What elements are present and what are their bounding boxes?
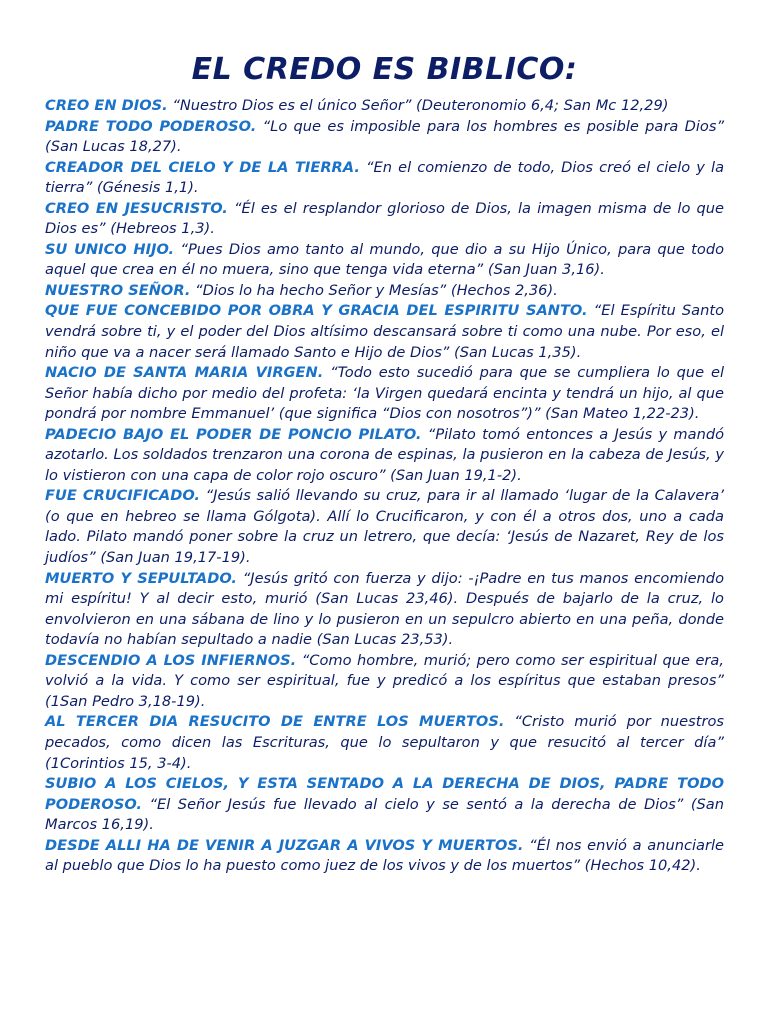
entry-quote: “Jesús gritó con fuerza y dijo: -¡Padre en tus manos encomiendo mi espíritu! Y al decir esto, murió (San Lucas 23,46). Después de bajarlo de la cruz, lo envolvieron en una sábana de lino y lo pusieron en un sepulcro abierto en una peña, donde todavía no habían sepultado a nadie (San Lucas 23,53). [45, 569, 725, 649]
entry-quote: “Lo que es imposible para los hombres es posible para Dios” (San Lucas 18,27). [45, 117, 724, 156]
creed-entry-creo-en-dios [45, 96, 724, 117]
creed-entry-creador [45, 158, 724, 199]
page-title: EL CREDO ES BIBLICO: [191, 52, 578, 87]
creed-entry-crucificado [45, 486, 724, 568]
entry-heading: CREADOR DEL CIELO Y DE LA TIERRA. [45, 158, 360, 176]
creed-entry-concebido [45, 301, 724, 363]
entry-heading: AL TERCER DIA RESUCITO DE ENTRE LOS MUERTOS. [45, 713, 505, 731]
entry-heading: MUERTO Y SEPULTADO. [45, 569, 237, 587]
entry-quote: “Él es el resplandor glorioso de Dios, la imagen misma de lo que Dios es” (Hebreos 1,3). [45, 199, 725, 238]
entry-quote: “Nuestro Dios es el único Señor” (Deuteronomio 6,4; San Mc 12,29) [172, 97, 669, 114]
entry-quote: “Jesús salió llevando su cruz, para ir al llamado ‘lugar de la Calavera’ (o que en hebreo se llama Gólgota). Allí lo Crucificaron, y con él a otros dos, uno a cada lado. Pilato mandó poner sobre la cruz un letrero, que decía: ‘Jesús de Nazaret, Rey de los judíos” (San Juan 19,17-19). [45, 487, 724, 567]
creed-entry-descendio [45, 651, 724, 713]
entry-quote: “Dios lo ha hecho Señor y Mesías” (Hechos 2,36). [195, 281, 558, 299]
creed-entry-creo-en-jesucristo [45, 199, 724, 240]
entry-quote: “El Señor Jesús fue llevado al cielo y se sentó a la derecha de Dios” (San Marcos 16,19). [45, 795, 724, 834]
creed-entries [45, 96, 724, 877]
entry-heading: FUE CRUCIFICADO. [45, 487, 200, 505]
entry-heading: NACIO DE SANTA MARIA VIRGEN. [45, 364, 324, 382]
creed-entry-nuestro-senor [45, 281, 724, 302]
creed-entry-padre-todo-poderoso [45, 117, 724, 158]
entry-heading: NUESTRO SEÑOR. [45, 281, 191, 299]
entry-quote: “Todo esto sucedió para que se cumpliera lo que el Señor había dicho por medio del profeta: ‘la Virgen quedará encinta y tendrá un hijo, al que pondrá por nombre Emmanuel’ (que significa “Dios con nosotros”)” (San Mateo 1,22-23). [45, 364, 725, 423]
entry-heading: DESDE ALLI HA DE VENIR A JUZGAR A VIVOS Y MUERTOS. [45, 836, 524, 854]
creed-entry-subio [45, 774, 724, 836]
creed-entry-su-unico-hijo [45, 240, 724, 281]
entry-quote: “En el comienzo de todo, Dios creó el cielo y la tierra” (Génesis 1,1). [45, 158, 725, 197]
entry-quote: “Pues Dios amo tanto al mundo, que dio a su Hijo Único, para que todo aquel que crea en él no muera, sino que tenga vida eterna” (San Juan 3,16). [45, 240, 725, 279]
entry-quote: “Él nos envió a anunciarle al pueblo que Dios lo ha puesto como juez de los vivos y de los muertos” (Hechos 10,42). [45, 836, 725, 875]
entry-heading: PADECIO BAJO EL PODER DE PONCIO PILATO. [45, 425, 422, 443]
creed-entry-padecio [45, 425, 724, 487]
entry-heading: QUE FUE CONCEBIDO POR OBRA Y GRACIA DEL ESPIRITU SANTO. [45, 302, 588, 320]
entry-heading: CREO EN JESUCRISTO. [45, 199, 228, 217]
entry-quote: “El Espíritu Santo vendrá sobre ti, y el poder del Dios altísimo descansará sobre ti como una nube. Por eso, el niño que va a nacer será llamado Santo e Hijo de Dios” (San Lucas 1,35). [45, 302, 724, 361]
entry-heading: SU UNICO HIJO. [45, 240, 175, 258]
entry-heading: CREO EN DIOS. [45, 97, 168, 114]
entry-quote: “Pilato tomó entonces a Jesús y mandó azotarlo. Los soldados trenzaron una corona de espinas, la pusieron en la cabeza de Jesús, y lo vistieron con una capa de color rojo oscuro” (San Juan 19,1-2). [45, 425, 725, 484]
entry-quote: “Como hombre, murió; pero como ser espiritual que era, volvió a la vida. Y como ser espiritual, fue y predicó a los espíritus que estaban presos” (1San Pedro 3,18-19). [45, 651, 725, 710]
creed-entry-resucito [45, 712, 724, 774]
entry-quote: “Cristo murió por nuestros pecados, como dicen las Escrituras, que lo sepultaron y que resucitó al tercer día” (1Corintios 15, 3-4). [45, 713, 725, 772]
entry-heading: SUBIO A LOS CIELOS, Y ESTA SENTADO A LA DERECHA DE DIOS, PADRE TODO PODEROSO. [45, 775, 724, 813]
creed-entry-muerto-sepultado [45, 569, 724, 651]
creed-entry-juzgar [45, 836, 724, 877]
creed-entry-nacio [45, 363, 724, 425]
entry-heading: DESCENDIO A LOS INFIERNOS. [45, 651, 297, 669]
entry-heading: PADRE TODO PODEROSO. [45, 117, 257, 135]
